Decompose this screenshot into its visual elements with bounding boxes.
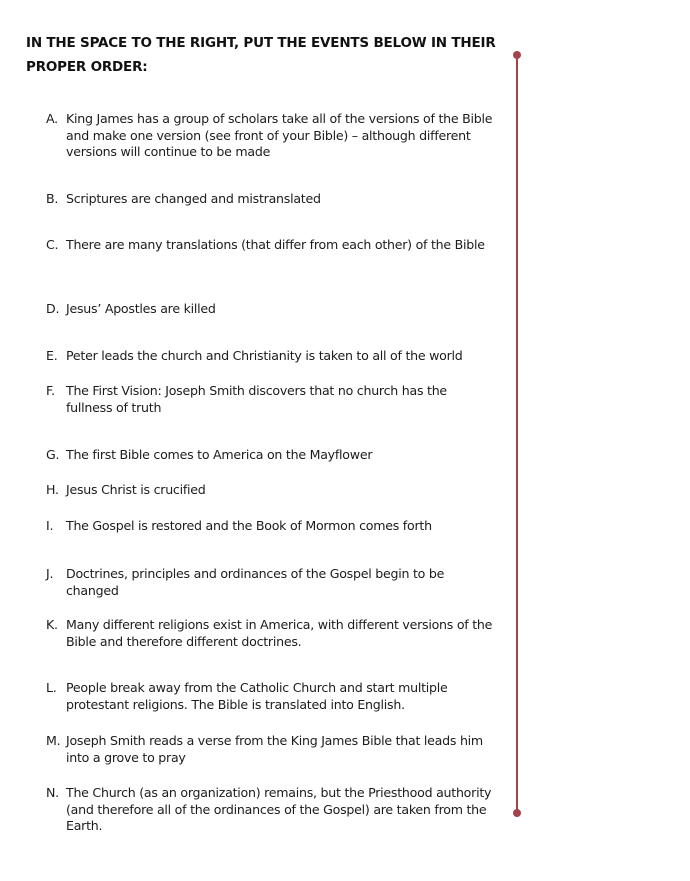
event-item-i xyxy=(46,518,496,535)
event-text: Jesus Christ is crucified xyxy=(66,482,206,497)
event-letter: G. xyxy=(46,447,60,462)
event-item-n xyxy=(46,785,496,835)
event-item-l xyxy=(46,680,496,713)
event-text: Peter leads the church and Christianity is taken to all of the world xyxy=(66,348,463,363)
event-letter: L. xyxy=(46,680,57,695)
event-letter: A. xyxy=(46,111,58,126)
timeline-start-dot xyxy=(513,51,521,59)
event-text: The Church (as an organization) remains, but the Priesthood authority (and therefore all of the ordinances of the Gospel) are taken from the Earth. xyxy=(66,785,492,833)
event-letter: M. xyxy=(46,733,61,748)
event-item-c xyxy=(46,237,496,254)
event-text: The first Bible comes to America on the Mayflower xyxy=(66,447,373,462)
event-item-k xyxy=(46,617,496,650)
instructions-heading: IN THE SPACE TO THE RIGHT, PUT THE EVENTS BELOW IN THEIR PROPER ORDER: xyxy=(26,35,496,75)
event-text: The First Vision: Joseph Smith discovers that no church has the fullness of truth xyxy=(66,383,447,415)
event-letter: C. xyxy=(46,237,59,252)
event-item-f xyxy=(46,383,496,416)
event-letter: I. xyxy=(46,518,54,533)
event-letter: H. xyxy=(46,482,59,497)
event-text: There are many translations (that differ from each other) of the Bible xyxy=(66,237,485,252)
event-item-a xyxy=(46,111,496,161)
event-text: King James has a group of scholars take all of the versions of the Bible and make one version (see front of your Bible) – although different versions will continue to be made xyxy=(66,111,493,159)
event-item-m xyxy=(46,733,496,766)
event-text: Doctrines, principles and ordinances of the Gospel begin to be changed xyxy=(66,566,445,598)
event-item-h xyxy=(46,482,496,499)
event-letter: F. xyxy=(46,383,55,398)
event-text: Scriptures are changed and mistranslated xyxy=(66,191,321,206)
event-item-e xyxy=(46,348,496,365)
timeline-end-dot xyxy=(513,809,521,817)
event-text: The Gospel is restored and the Book of Mormon comes forth xyxy=(66,518,432,533)
timeline-line xyxy=(516,54,518,814)
event-item-g xyxy=(46,447,496,464)
event-letter: J. xyxy=(46,566,54,581)
event-letter: D. xyxy=(46,301,60,316)
event-letter: E. xyxy=(46,348,58,363)
event-letter: K. xyxy=(46,617,58,632)
event-letter: N. xyxy=(46,785,59,800)
event-item-b xyxy=(46,191,496,208)
event-item-d xyxy=(46,301,496,318)
event-text: Joseph Smith reads a verse from the King James Bible that leads him into a grove to pray xyxy=(66,733,483,765)
event-item-j xyxy=(46,566,496,599)
event-text: Jesus’ Apostles are killed xyxy=(66,301,216,316)
event-text: People break away from the Catholic Church and start multiple protestant religions. The Bible is translated into English. xyxy=(66,680,448,712)
event-text: Many different religions exist in America, with different versions of the Bible and therefore different doctrines. xyxy=(66,617,493,649)
event-letter: B. xyxy=(46,191,59,206)
